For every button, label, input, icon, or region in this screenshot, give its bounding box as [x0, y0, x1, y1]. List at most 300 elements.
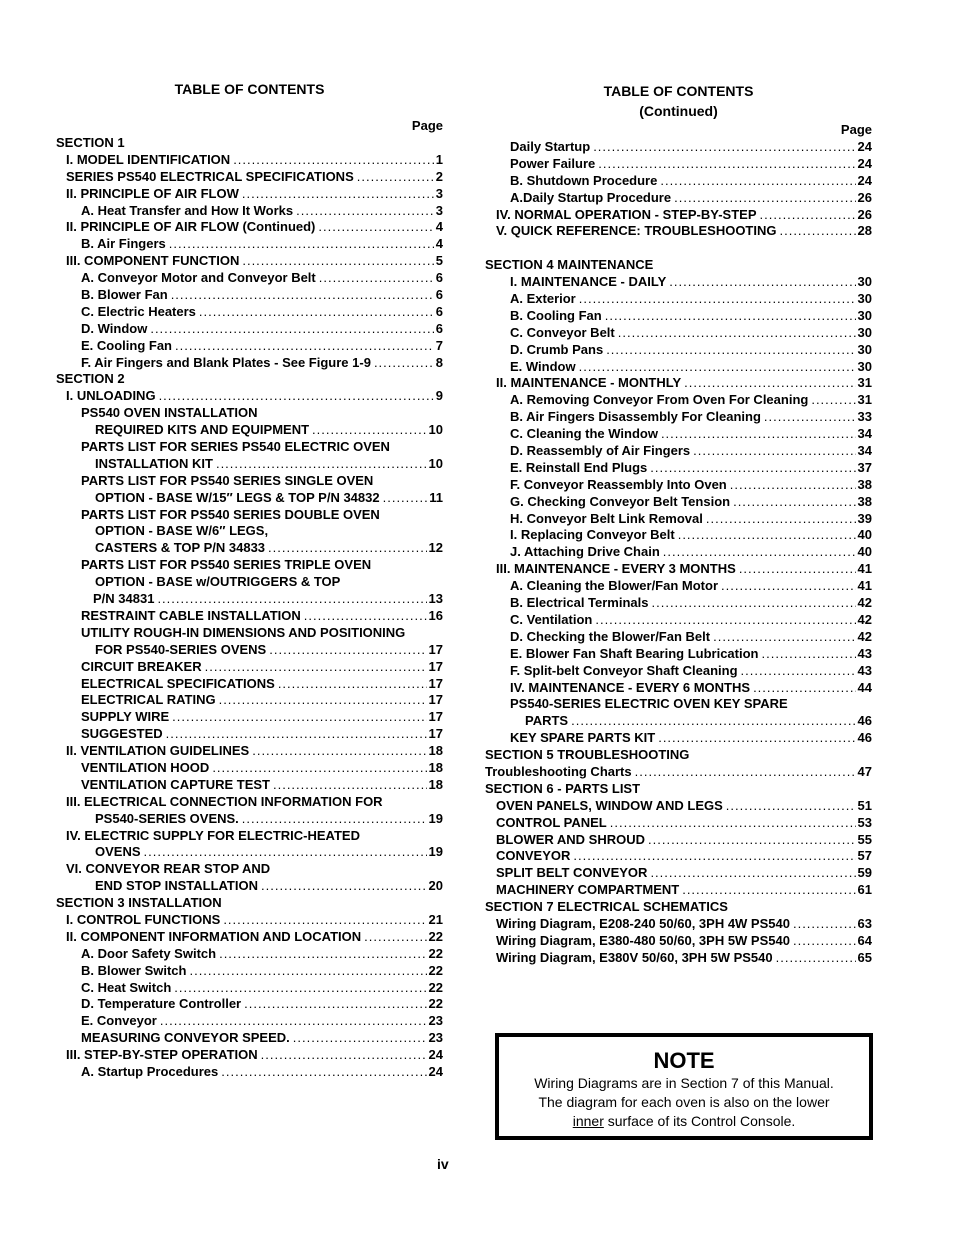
toc-entry[interactable]	[56, 844, 443, 861]
toc-entry[interactable]	[485, 882, 872, 899]
toc-entry-title: B. Blower Switch	[81, 962, 187, 978]
dot-leader	[319, 270, 434, 287]
toc-title: TABLE OF CONTENTS	[174, 81, 325, 97]
toc-title-continued: TABLE OF CONTENTS	[603, 83, 754, 99]
toc-entry-title: CIRCUIT BREAKER	[81, 658, 202, 674]
toc-entry-title: IV. NORMAL OPERATION - STEP-BY-STEP	[496, 206, 757, 222]
toc-entry-title: J. Attaching Drive Chain	[510, 544, 660, 560]
dot-leader	[713, 629, 855, 646]
toc-entry-page: 51	[857, 797, 872, 813]
toc-entry-page: 17	[428, 692, 443, 708]
toc-entry[interactable]	[56, 287, 443, 304]
toc-entry[interactable]	[485, 527, 872, 544]
dot-leader	[779, 223, 855, 240]
toc-entry[interactable]	[56, 253, 443, 270]
toc-entry-title: C. Ventilation	[510, 611, 593, 627]
toc-heading: VI. CONVEYOR REAR STOP AND	[66, 861, 271, 877]
toc-entry[interactable]	[485, 933, 872, 950]
toc-entry-page: 17	[428, 675, 443, 691]
toc-entry[interactable]	[485, 156, 872, 173]
toc-entry-title: I. MODEL IDENTIFICATION	[66, 151, 231, 167]
toc-entry[interactable]	[485, 663, 872, 680]
toc-entry[interactable]	[56, 203, 443, 220]
toc-entry-page: 44	[857, 679, 872, 695]
note-text-rest: surface of its Control Console.	[603, 1113, 796, 1129]
toc-entry-title: C. Electric Heaters	[81, 303, 196, 319]
toc-entry-title: A. Removing Conveyor From Oven For Cleaning	[510, 392, 809, 408]
toc-entry[interactable]	[56, 726, 443, 743]
toc-entry[interactable]	[485, 291, 872, 308]
note-title: NOTE	[653, 1048, 715, 1073]
toc-entry-page: 38	[857, 493, 872, 509]
toc-heading: SECTION 1	[56, 135, 125, 150]
dot-leader	[357, 169, 434, 186]
toc-entry[interactable]	[485, 798, 872, 815]
toc-entry[interactable]	[56, 659, 443, 676]
toc-entry[interactable]	[485, 561, 872, 578]
dot-leader	[661, 426, 856, 443]
toc-entry-title: OPTION - BASE W/15″ LEGS & TOP P/N 34832	[95, 489, 380, 505]
toc-entry-page: 37	[857, 459, 872, 475]
toc-entry[interactable]	[485, 173, 872, 190]
toc-heading: IV. ELECTRIC SUPPLY FOR ELECTRIC-HEATED	[66, 827, 360, 843]
page-column-header: Page	[840, 122, 872, 137]
toc-entry-page: 33	[857, 409, 872, 425]
toc-spacer	[485, 240, 872, 257]
toc-entry[interactable]	[56, 591, 443, 608]
toc-entry[interactable]	[56, 963, 443, 980]
toc-entry-title: C. Heat Switch	[81, 979, 172, 995]
toc-entry-title: H. Conveyor Belt Link Removal	[510, 510, 703, 526]
toc-entry-page: 22	[428, 945, 443, 961]
toc-entry-title: I. CONTROL FUNCTIONS	[66, 911, 221, 927]
dot-leader	[174, 980, 426, 997]
toc-entry-title: A.Daily Startup Procedure	[510, 189, 672, 205]
dot-leader	[312, 422, 427, 439]
toc-entry[interactable]	[56, 388, 443, 405]
toc-entry-title: A. Heat Transfer and How It Works	[81, 202, 294, 218]
toc-entry-title: B. Air Fingers Disassembly For Cleaning	[510, 409, 761, 425]
dot-leader	[595, 612, 855, 629]
toc-entry-title: A. Exterior	[510, 291, 576, 307]
toc-entry-title: MACHINERY COMPARTMENT	[496, 882, 680, 898]
note-text-line: Wiring Diagrams are in Section 7 of this Manual.	[534, 1075, 834, 1091]
dot-leader	[166, 726, 427, 743]
toc-entry-page: 11	[429, 489, 443, 505]
toc-entry-page: 22	[428, 928, 443, 944]
toc-entry-page: 23	[428, 1030, 443, 1046]
toc-entry-title: Wiring Diagram, E380-480 50/60, 3PH 5W PS540	[496, 932, 790, 948]
toc-entry-title: III. STEP-BY-STEP OPERATION	[66, 1047, 258, 1063]
toc-entry-title: Wiring Diagram, E380V 50/60, 3PH 5W PS540	[496, 949, 773, 965]
toc-entry-page: 30	[857, 307, 872, 323]
toc-entry-title: END STOP INSTALLATION	[95, 878, 258, 894]
toc-entry[interactable]	[56, 929, 443, 946]
dot-leader	[753, 680, 855, 697]
toc-heading: III. ELECTRICAL CONNECTION INFORMATION FOR	[66, 793, 383, 809]
toc-entry[interactable]	[56, 219, 443, 236]
toc-entry[interactable]	[56, 1064, 443, 1081]
toc-entry[interactable]	[56, 1047, 443, 1064]
dot-leader	[244, 996, 426, 1013]
dot-leader	[674, 190, 855, 207]
toc-entry[interactable]	[485, 477, 872, 494]
toc-entry-page: 9	[435, 388, 443, 404]
toc-entry[interactable]	[56, 1013, 443, 1030]
toc-entry[interactable]	[485, 426, 872, 443]
toc-entry[interactable]	[56, 692, 443, 709]
toc-entry-page: 6	[435, 320, 443, 336]
toc-entry-title: MEASURING CONVEYOR SPEED.	[81, 1030, 290, 1046]
toc-entry[interactable]	[485, 629, 872, 646]
dot-leader	[573, 848, 855, 865]
dot-leader	[296, 203, 434, 220]
dot-leader	[189, 963, 426, 980]
dot-leader	[278, 676, 427, 693]
toc-entry-title: SPLIT BELT CONVEYOR	[496, 865, 648, 881]
toc-entry-title: SUPPLY WIRE	[81, 709, 170, 725]
toc-entry-title: OVENS	[95, 844, 141, 860]
toc-entry-page: 63	[857, 915, 872, 931]
toc-entry[interactable]	[485, 764, 872, 781]
toc-entry[interactable]	[485, 730, 872, 747]
toc-entry-page: 10	[428, 422, 443, 438]
toc-entry[interactable]	[485, 713, 872, 730]
toc-entry-page: 21	[428, 911, 443, 927]
dot-leader	[169, 236, 434, 253]
dot-leader	[374, 355, 434, 372]
toc-entry[interactable]	[56, 338, 443, 355]
toc-right-column	[485, 82, 872, 967]
toc-entry-page: 41	[857, 578, 872, 594]
toc-entry[interactable]	[56, 186, 443, 203]
toc-entry[interactable]	[485, 359, 872, 376]
toc-left-column	[56, 80, 443, 1081]
dot-leader	[242, 253, 433, 270]
toc-heading: SECTION 7 ELECTRICAL SCHEMATICS	[485, 899, 728, 915]
dot-leader	[669, 274, 855, 291]
note-text-line	[499, 1112, 869, 1131]
toc-entry-page: 26	[857, 189, 872, 205]
toc-entry-title: FOR PS540-SERIES OVENS	[95, 641, 267, 657]
toc-entry-title: A. Conveyor Motor and Conveyor Belt	[81, 270, 316, 286]
toc-entry[interactable]	[56, 676, 443, 693]
dot-leader	[650, 460, 855, 477]
toc-entry[interactable]	[56, 743, 443, 760]
dot-leader	[242, 186, 434, 203]
dot-leader	[293, 1030, 427, 1047]
toc-entry[interactable]	[485, 595, 872, 612]
toc-subtitle: (Continued)	[639, 103, 718, 119]
toc-entry[interactable]	[485, 916, 872, 933]
toc-entry[interactable]	[56, 777, 443, 794]
toc-entry[interactable]	[56, 456, 443, 473]
toc-entry[interactable]	[56, 709, 443, 726]
toc-entry[interactable]	[56, 760, 443, 777]
note-text-line: The diagram for each oven is also on the lower	[538, 1094, 830, 1110]
dot-leader	[150, 321, 433, 338]
dot-leader	[579, 291, 856, 308]
dot-leader	[739, 561, 856, 578]
toc-entry-title: OVEN PANELS, WINDOW AND LEGS	[496, 797, 723, 813]
toc-entry-page: 7	[435, 337, 443, 353]
toc-entry[interactable]	[485, 342, 872, 359]
toc-entry-page: 17	[428, 726, 443, 742]
toc-entry-title: F. Air Fingers and Blank Plates - See Figure 1-9	[81, 354, 371, 370]
toc-entry-title: B. Cooling Fan	[510, 307, 602, 323]
toc-heading: OPTION - BASE w/OUTRIGGERS & TOP	[95, 574, 341, 590]
page-column-header: Page	[411, 118, 443, 133]
toc-entry-title: F. Conveyor Reassembly Into Oven	[510, 476, 727, 492]
dot-leader	[761, 646, 855, 663]
dot-leader	[660, 173, 855, 190]
toc-entry[interactable]	[485, 865, 872, 882]
toc-entry-list	[56, 135, 443, 1081]
toc-entry-page: 22	[428, 996, 443, 1012]
toc-entry-title: Power Failure	[510, 155, 596, 171]
toc-entry-page: 34	[857, 443, 872, 459]
toc-entry-page: 3	[435, 202, 443, 218]
toc-entry[interactable]	[485, 950, 872, 967]
toc-entry-title: E. Conveyor	[81, 1013, 157, 1029]
toc-entry-title: E. Reinstall End Plugs	[510, 459, 648, 475]
toc-entry[interactable]	[56, 996, 443, 1013]
toc-heading: PS540-SERIES ELECTRIC OVEN KEY SPARE	[510, 696, 788, 712]
toc-entry[interactable]	[485, 392, 872, 409]
dot-leader	[682, 882, 855, 899]
dot-leader	[741, 663, 856, 680]
toc-entry[interactable]	[56, 912, 443, 929]
toc-entry-page: 61	[857, 882, 872, 898]
toc-entry[interactable]	[485, 139, 872, 156]
toc-entry-title: RESTRAINT CABLE INSTALLATION	[81, 607, 301, 623]
toc-entry-title: PS540-SERIES OVENS.	[95, 810, 239, 826]
toc-entry[interactable]	[485, 612, 872, 629]
toc-entry-title: VENTILATION HOOD	[81, 759, 210, 775]
toc-entry-page: 17	[428, 658, 443, 674]
toc-entry[interactable]	[56, 355, 443, 372]
toc-entry-title: II. PRINCIPLE OF AIR FLOW	[66, 185, 239, 201]
toc-entry-title: CONTROL PANEL	[496, 814, 607, 830]
toc-entry-page: 18	[428, 776, 443, 792]
toc-entry[interactable]	[56, 422, 443, 439]
dot-leader	[721, 578, 856, 595]
toc-entry-page: 30	[857, 274, 872, 290]
toc-entry[interactable]	[56, 270, 443, 287]
toc-entry-page: 23	[428, 1013, 443, 1029]
dot-leader	[593, 139, 855, 156]
toc-entry[interactable]	[485, 325, 872, 342]
toc-entry-page: 1	[435, 151, 443, 167]
dot-leader	[618, 325, 856, 342]
toc-entry-page: 53	[857, 814, 872, 830]
toc-entry-page: 24	[857, 139, 872, 154]
toc-entry-page: 43	[857, 662, 872, 678]
toc-entry[interactable]	[485, 815, 872, 832]
toc-entry-title: D. Reassembly of Air Fingers	[510, 443, 691, 459]
toc-entry[interactable]	[485, 832, 872, 849]
toc-entry-title: Troubleshooting Charts	[485, 763, 632, 779]
toc-entry-title: A. Cleaning the Blower/Fan Motor	[510, 578, 719, 594]
toc-entry-page: 6	[435, 303, 443, 319]
dot-leader	[598, 156, 855, 173]
toc-entry-page: 20	[428, 878, 443, 894]
toc-entry-title: II. MAINTENANCE - MONTHLY	[496, 375, 682, 391]
toc-entry-page: 2	[435, 168, 443, 184]
toc-entry-page: 10	[428, 455, 443, 471]
toc-entry[interactable]	[56, 608, 443, 625]
toc-entry-page: 24	[428, 1047, 443, 1063]
dot-leader	[606, 342, 855, 359]
dot-leader	[171, 287, 434, 304]
toc-entry-title: P/N 34831	[93, 591, 155, 607]
dot-leader	[252, 743, 426, 760]
dot-leader	[159, 388, 434, 405]
toc-entry-page: 24	[857, 155, 872, 171]
toc-entry[interactable]	[56, 152, 443, 169]
toc-entry[interactable]	[56, 811, 443, 828]
toc-entry[interactable]	[485, 578, 872, 595]
toc-entry-title: INSTALLATION KIT	[95, 455, 213, 471]
toc-entry-title: CONVEYOR	[496, 848, 571, 864]
toc-entry-page: 34	[857, 426, 872, 442]
dot-leader	[318, 219, 433, 236]
toc-entry-page: 6	[435, 287, 443, 303]
toc-heading: PARTS LIST FOR PS540 SERIES TRIPLE OVEN	[81, 557, 372, 573]
toc-entry[interactable]	[485, 207, 872, 224]
toc-entry[interactable]	[56, 946, 443, 963]
dot-leader	[648, 832, 856, 849]
toc-entry-page: 8	[435, 354, 443, 370]
toc-entry[interactable]	[485, 443, 872, 460]
toc-entry-page: 5	[435, 253, 443, 269]
toc-entry[interactable]	[485, 494, 872, 511]
toc-entry[interactable]	[485, 511, 872, 528]
toc-entry-page: 46	[857, 713, 872, 729]
toc-entry-title: Daily Startup	[510, 139, 591, 154]
toc-entry[interactable]	[56, 1030, 443, 1047]
toc-entry-title: KEY SPARE PARTS KIT	[510, 730, 656, 746]
toc-entry[interactable]	[56, 980, 443, 997]
dot-leader	[726, 798, 856, 815]
dot-leader	[678, 527, 856, 544]
toc-heading: SECTION 6 - PARTS LIST	[485, 780, 641, 796]
toc-entry-page: 24	[428, 1063, 443, 1079]
toc-entry[interactable]	[485, 680, 872, 697]
toc-entry-page: 65	[857, 949, 872, 965]
toc-heading: PARTS LIST FOR SERIES PS540 ELECTRIC OVEN	[81, 439, 390, 455]
toc-entry-title: I. MAINTENANCE - DAILY	[510, 274, 667, 290]
dot-leader	[273, 777, 427, 794]
toc-entry[interactable]	[56, 321, 443, 338]
dot-leader	[571, 713, 855, 730]
dot-leader	[650, 865, 855, 882]
toc-entry[interactable]	[485, 274, 872, 291]
toc-entry-title: F. Split-belt Conveyor Shaft Cleaning	[510, 662, 738, 678]
toc-entry[interactable]	[56, 304, 443, 321]
toc-entry-page: 16	[428, 607, 443, 623]
dot-leader	[268, 540, 427, 557]
dot-leader	[364, 929, 426, 946]
toc-entry[interactable]	[56, 490, 443, 507]
toc-entry[interactable]	[485, 308, 872, 325]
toc-entry-title: III. COMPONENT FUNCTION	[66, 253, 240, 269]
toc-entry[interactable]	[485, 375, 872, 392]
toc-entry[interactable]	[56, 878, 443, 895]
dot-leader	[233, 152, 434, 169]
dot-leader	[793, 916, 856, 933]
toc-entry[interactable]	[56, 169, 443, 186]
dot-leader	[760, 207, 856, 224]
toc-entry[interactable]	[485, 460, 872, 477]
toc-entry-page: 31	[857, 392, 872, 408]
toc-entry-page: 59	[857, 865, 872, 881]
toc-entry[interactable]	[485, 190, 872, 207]
dot-leader	[811, 392, 855, 409]
toc-entry-page: 42	[857, 611, 872, 627]
toc-entry-title: SUGGESTED	[81, 726, 163, 742]
toc-entry-title: D. Window	[81, 320, 148, 336]
dot-leader	[579, 359, 856, 376]
toc-heading: PARTS LIST FOR PS540 SERIES DOUBLE OVEN	[81, 506, 380, 522]
toc-entry[interactable]	[485, 646, 872, 663]
toc-entry-page: 30	[857, 358, 872, 374]
toc-heading: SECTION 2	[56, 371, 125, 387]
dot-leader	[684, 375, 855, 392]
toc-entry[interactable]	[485, 223, 872, 240]
dot-leader	[219, 692, 427, 709]
toc-entry-title: E. Window	[510, 358, 576, 374]
toc-entry-page: 43	[857, 645, 872, 661]
toc-entry[interactable]	[485, 409, 872, 426]
toc-entry-page: 40	[857, 527, 872, 543]
toc-entry[interactable]	[485, 544, 872, 561]
toc-entry-page: 28	[857, 223, 872, 239]
dot-leader	[610, 815, 856, 832]
toc-entry-page: 42	[857, 595, 872, 611]
dot-leader	[658, 730, 855, 747]
dot-leader	[160, 1013, 427, 1030]
toc-entry-title: A. Startup Procedures	[81, 1063, 219, 1079]
toc-heading: SECTION 5 TROUBLESHOOTING	[485, 747, 690, 763]
dot-leader	[635, 764, 856, 781]
dot-leader	[793, 933, 856, 950]
toc-entry-title: CASTERS & TOP P/N 34833	[95, 540, 266, 556]
toc-entry-title: B. Shutdown Procedure	[510, 172, 658, 188]
toc-entry-page: 3	[435, 185, 443, 201]
toc-entry-title: ELECTRICAL SPECIFICATIONS	[81, 675, 275, 691]
toc-entry-page: 18	[428, 743, 443, 759]
toc-entry[interactable]	[56, 540, 443, 557]
toc-entry[interactable]	[56, 236, 443, 253]
toc-entry[interactable]	[485, 848, 872, 865]
dot-leader	[261, 1047, 427, 1064]
toc-entry[interactable]	[56, 642, 443, 659]
toc-entry-page: 17	[428, 641, 443, 657]
toc-entry-title: II. PRINCIPLE OF AIR FLOW (Continued)	[66, 219, 316, 235]
dot-leader	[157, 591, 426, 608]
toc-entry-title: II. VENTILATION GUIDELINES	[66, 743, 250, 759]
toc-entry-page: 57	[857, 848, 872, 864]
dot-leader	[383, 490, 428, 507]
toc-entry-page: 19	[428, 844, 443, 860]
toc-entry-page: 24	[857, 172, 872, 188]
dot-leader	[776, 950, 856, 967]
note-box	[495, 1033, 873, 1140]
toc-entry-page: 31	[857, 375, 872, 391]
dot-leader	[221, 1064, 426, 1081]
dot-leader	[242, 811, 427, 828]
